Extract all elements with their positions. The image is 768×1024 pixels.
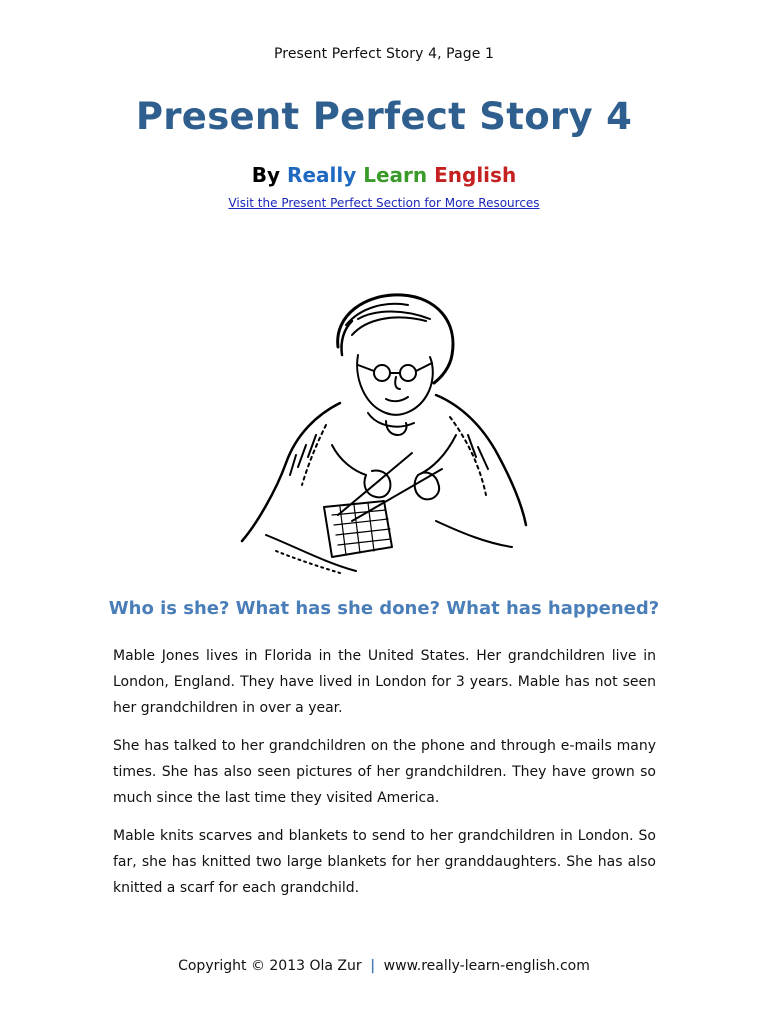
discussion-question: Who is she? What has she done? What has happened? (108, 598, 660, 619)
present-perfect-section-link[interactable]: Visit the Present Perfect Section for More Resources (228, 196, 540, 210)
byline (0, 163, 768, 187)
byline-learn: Learn (363, 163, 428, 187)
byline-english: English (434, 163, 517, 187)
page-header: Present Perfect Story 4, Page 1 (273, 46, 495, 62)
byline-really: Really (287, 163, 357, 187)
elderly-woman-knitting-icon (236, 285, 532, 577)
byline-by: By (251, 163, 281, 187)
copyright-text: Copyright © 2013 Ola Zur (178, 958, 362, 974)
footer-separator: | (370, 958, 376, 974)
footer (0, 958, 768, 974)
page-title: Present Perfect Story 4 (135, 95, 633, 138)
story-paragraph: Mable knits scarves and blankets to send to her grandchildren in London. So far, she has knitted two large blankets for her granddaughters. She has also knitted a scarf for each grandchild. (113, 828, 656, 896)
story-paragraph: She has talked to her grandchildren on the phone and through e-mails many times. She has also seen pictures of her grandchildren. They have grown so much since the last time they visited America. (113, 738, 656, 806)
story-text (113, 643, 656, 913)
story-paragraph: Mable Jones lives in Florida in the United States. Her grandchildren live in London, England. They have lived in London for 3 years. Mable has not seen her grandchildren in over a year. (113, 648, 656, 716)
website-url[interactable]: www.really-learn-english.com (383, 958, 590, 974)
